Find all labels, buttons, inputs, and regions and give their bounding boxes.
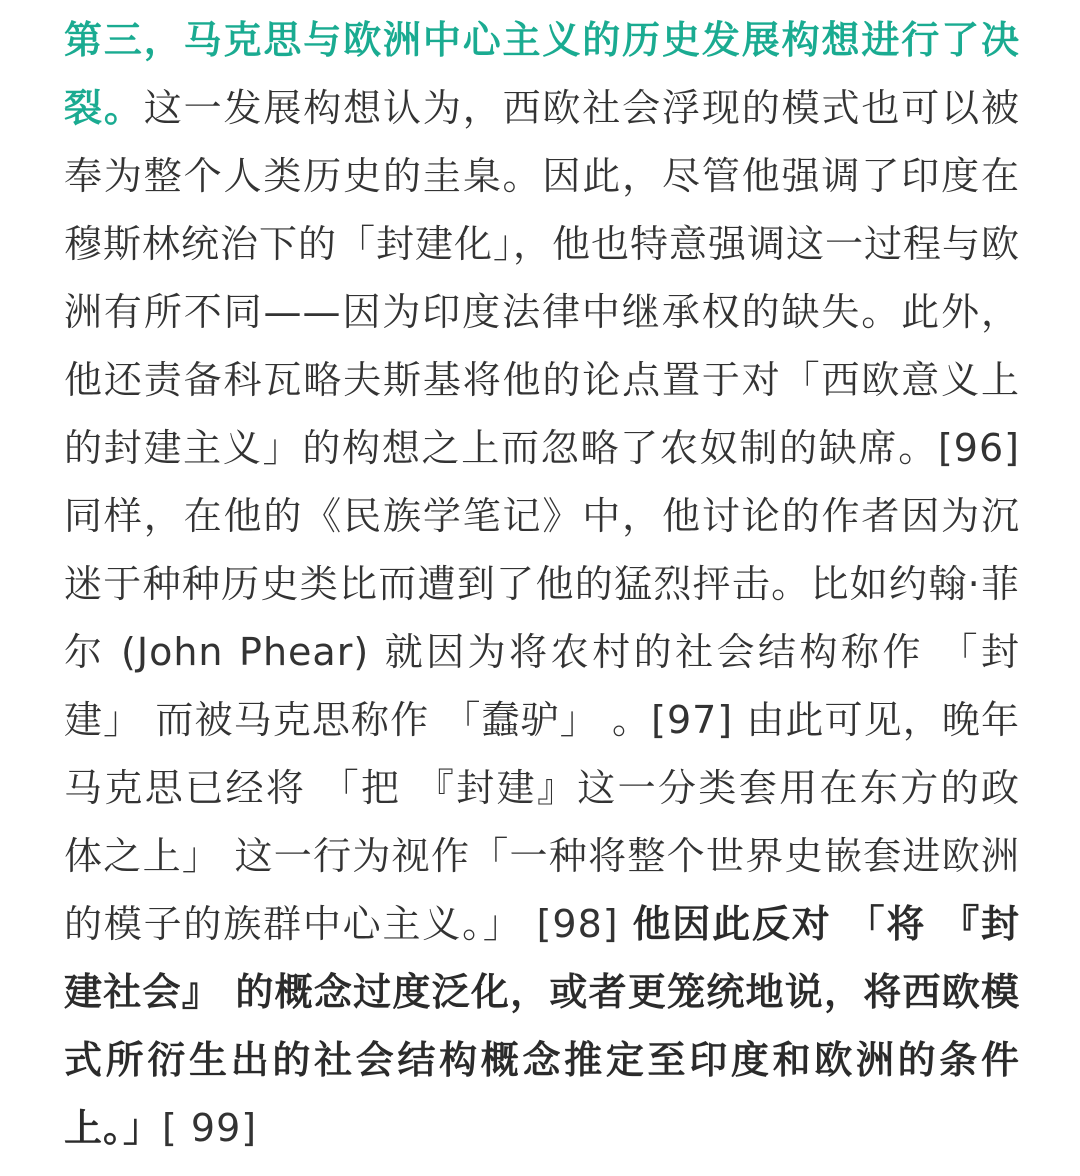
article-paragraph [64,6,1020,1162]
bold-conclusion: 他因此反对 「将 『封建社会』 的概念过度泛化，或者更笼统地说，将西欧模式所衍生出的社会结构概念推定至印度和欧洲的条件上。」 [64,902,1020,1150]
highlight-heading: 第三，马克思与欧洲中心主义的历史发展构想进行了决裂。 [64,18,1020,130]
body-text: 这一发展构想认为，西欧社会浮现的模式也可以被奉为整个人类历史的圭臬。因此，尽管他强调了印度在穆斯林统治下的「封建化」，他也特意强调这一过程与欧洲有所不同——因为印度法律中继承权的缺失。此外，他还责备科瓦略夫斯基将他的论点置于对「西欧意义上的封建主义」的构想之上而忽略了农奴制的缺席。[96] 同样，在他的《民族学笔记》中，他讨论的作者因为沉迷于种种历史类比而遭到了他的猛烈抨击。比如约翰·菲尔 (John Phear) 就因为将农村的社会结构称作 「封建」 而被马克思称作 「蠢驴」 。[97] 由此可见，晚年马克思已经将 「把 『封建』这一分类套用在东方的政体之上」 这一行为视作「一种将整个世界史嵌套进欧洲的模子的族群中心主义。」 [98] [64,86,1021,946]
citation-99: [ 99] [162,1106,258,1150]
